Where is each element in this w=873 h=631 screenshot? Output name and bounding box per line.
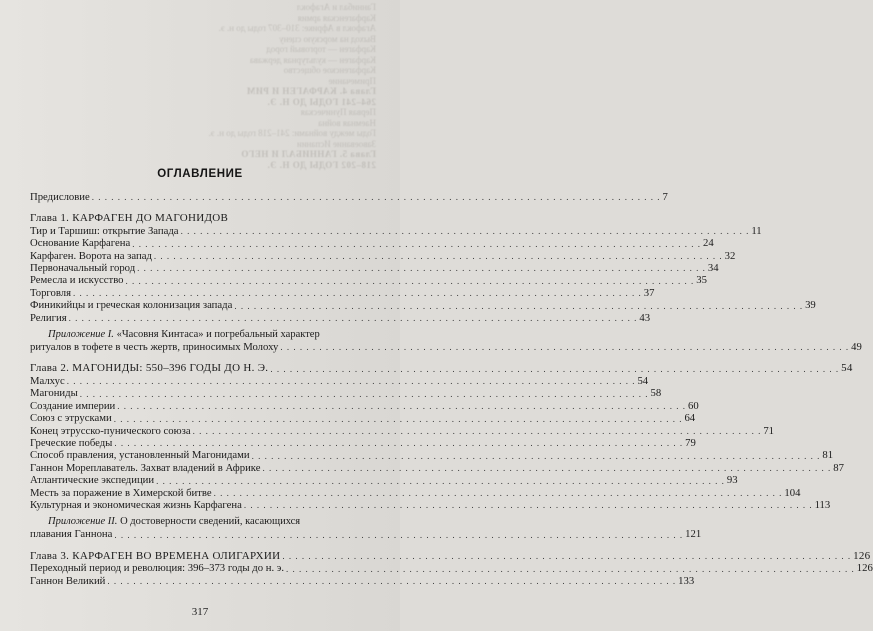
toc-entry-label: Карфаген. Ворота на запад — [30, 249, 152, 262]
dot-leader — [132, 238, 701, 250]
dot-leader — [114, 437, 683, 449]
bleed-line: Выход на морскую сцену — [279, 33, 376, 44]
bleed-line: 218–202 ГОДЫ ДО Н. Э. — [267, 159, 376, 170]
dot-leader — [270, 363, 839, 375]
toc-entry-page: 126 — [856, 562, 873, 575]
toc-entry-label: Создание империи — [30, 399, 116, 412]
toc-entry-label: Атлантические экспедиции — [30, 474, 155, 487]
toc-entry-page: 11 — [751, 224, 762, 237]
toc-entry-page: 93 — [726, 474, 738, 487]
bleed-line: Карфаген — торговый город — [266, 44, 376, 54]
bleed-line: Ганнибал и Агафокл — [296, 2, 376, 12]
toc-entry-label: Основание Карфагена — [30, 237, 131, 250]
dot-leader — [286, 563, 855, 575]
toc-entry-label: Магониды — [30, 387, 78, 400]
toc-entry-page: 34 — [707, 262, 719, 275]
bleed-line: Первая Пуническая — [300, 107, 376, 117]
toc-entry-page: 71 — [763, 424, 774, 437]
toc-entry-page: 81 — [822, 449, 834, 462]
toc-entry[interactable] — [30, 574, 695, 587]
toc-entry-label: Предисловие — [30, 191, 90, 203]
toc-entry-label: Конец этрусско-пунического союза — [30, 424, 191, 437]
dot-leader — [117, 400, 686, 412]
toc-entry-label: Малхус — [30, 374, 65, 387]
toc-entry[interactable] — [30, 224, 762, 237]
dot-leader — [193, 425, 762, 437]
bleed-line: Годы между войнами: 241–218 годы до н. э. — [208, 128, 376, 138]
page-number: 317 — [191, 606, 209, 618]
toc-entry-label: Финикийцы и греческая колонизация запада — [30, 299, 233, 312]
toc-chapter-2-heading[interactable] — [30, 362, 853, 375]
bleed-line: Карфагенское общество — [283, 65, 376, 75]
toc-entry-label: Греческие победы — [30, 436, 113, 449]
toc-entry[interactable] — [30, 498, 831, 511]
toc-entry-page: 104 — [784, 486, 801, 499]
bleed-line: Агафокл в Африке: 310–307 годы до н. э. — [218, 23, 376, 33]
dot-leader — [80, 388, 649, 400]
toc-entry-label: Месть за поражение в Химерской битве — [30, 486, 212, 499]
dot-leader — [181, 225, 750, 237]
toc-entry-label: Ганнон Мореплаватель. Захват владений в Африке — [30, 461, 261, 474]
appendix-lead: Приложение I. — [48, 329, 114, 341]
bleed-line: Завоевание Испании — [296, 138, 376, 149]
toc-chapter-3-heading[interactable] — [30, 549, 871, 562]
bleed-line: Карфагенская армия — [297, 12, 376, 23]
appendix-text: «Часовня Кинтаса» и погребальный характер — [113, 329, 320, 341]
toc-entry[interactable] — [30, 461, 844, 474]
toc-entry[interactable] — [30, 249, 736, 262]
toc-chapter-1-heading[interactable] — [30, 212, 360, 224]
toc-entry-page: 79 — [685, 436, 696, 449]
bleed-line: Примечание — [328, 75, 376, 86]
dot-leader — [252, 450, 821, 462]
toc-entry-label: Переходный период и революция: 396–373 годы до н. э. — [30, 562, 285, 575]
toc-entry-page: 60 — [688, 399, 699, 412]
dot-leader — [154, 250, 723, 262]
dot-leader — [107, 575, 676, 587]
toc-entry-page: 39 — [805, 299, 816, 312]
dot-leader — [126, 275, 695, 287]
toc-entry-label: Первоначальный город — [30, 262, 136, 275]
appendix-line — [30, 341, 862, 354]
toc-entry-page: 64 — [684, 412, 696, 425]
toc-entry-label: Торговля — [30, 286, 72, 299]
bleed-line: Глава 5. ГАННИБАЛ И НЕГО — [240, 149, 376, 159]
dot-leader — [244, 499, 813, 511]
appendix-line — [30, 516, 360, 528]
toc-appendix-1[interactable] — [30, 329, 862, 354]
appendix-text: ритуалов в тофете в честь жертв, приносимых Молоху — [30, 341, 279, 354]
appendix-line — [30, 329, 360, 341]
dot-leader — [114, 529, 683, 541]
chapter-heading-label: Глава 3. КАРФАГЕН ВО ВРЕМЕНА ОЛИГАРХИИ — [30, 549, 281, 562]
toc-entry[interactable] — [30, 311, 651, 324]
toc-entry[interactable] — [30, 474, 738, 487]
toc-entry-page: 35 — [696, 274, 707, 287]
dot-leader — [156, 475, 725, 487]
table-of-contents — [30, 191, 873, 587]
appendix-line — [30, 528, 702, 541]
toc-entry[interactable] — [30, 424, 774, 437]
toc-entry-page: 43 — [639, 311, 651, 324]
dot-leader — [282, 550, 851, 562]
toc-entry-page: 133 — [678, 574, 695, 587]
toc-entry-label: Союз с этрусками — [30, 412, 112, 425]
toc-entry[interactable] — [30, 387, 662, 400]
toc-entry-page: 7 — [662, 191, 668, 203]
toc-entry-label: Ганнон Великий — [30, 574, 106, 587]
toc-entry-label: Ремесла и искусство — [30, 274, 124, 287]
toc-entry[interactable] — [30, 399, 699, 412]
bleed-line: Карфаген — культурная держава — [249, 54, 376, 65]
toc-entry[interactable] — [30, 262, 719, 275]
toc-entry-page: 32 — [724, 249, 736, 262]
bleed-line: Наемная война — [318, 117, 376, 128]
dot-leader — [92, 191, 661, 203]
toc-entry-page: 54 — [841, 362, 853, 375]
toc-title: ОГЛАВЛЕНИЕ — [157, 168, 243, 180]
toc-entry[interactable] — [30, 562, 873, 575]
toc-entry-page: 58 — [650, 387, 662, 400]
dot-leader — [214, 487, 783, 499]
chapter-heading-label: Глава 1. КАРФАГЕН ДО МАГОНИДОВ — [30, 212, 229, 225]
toc-entry[interactable] — [30, 449, 834, 462]
appendix-lead: Приложение II. — [48, 516, 118, 528]
toc-entry-label: Способ правления, установленный Магонидами — [30, 449, 250, 462]
dot-leader — [73, 287, 642, 299]
bleed-line: 264–241 ГОДЫ ДО Н. Э. — [267, 96, 376, 107]
toc-entry[interactable] — [30, 299, 816, 312]
toc-entry-label: Культурная и экономическая жизнь Карфагена — [30, 498, 242, 511]
toc-entry-page: 87 — [833, 461, 844, 474]
dot-leader — [69, 312, 638, 324]
toc-entry-page: 113 — [814, 498, 831, 511]
toc-entry-page: 126 — [853, 549, 871, 562]
toc-entry[interactable] — [30, 486, 801, 499]
toc-entry[interactable] — [30, 274, 707, 287]
toc-appendix-2[interactable] — [30, 516, 702, 541]
chapter-heading-label: Глава 2. МАГОНИДЫ: 550–396 ГОДЫ ДО Н. Э. — [30, 362, 269, 375]
bleed-through-text — [136, 2, 376, 170]
toc-entry-page: 49 — [851, 341, 862, 354]
appendix-text: О достоверности сведений, касающихся — [117, 516, 301, 528]
toc-entry[interactable] — [30, 374, 649, 387]
dot-leader — [280, 341, 849, 353]
dot-leader — [234, 300, 803, 312]
dot-leader — [137, 262, 706, 274]
toc-entry-label: Тир и Таршиш: открытие Запада — [30, 224, 179, 237]
toc-entry-page: 37 — [643, 286, 655, 299]
toc-entry[interactable] — [30, 237, 714, 250]
appendix-text: плавания Ганнона — [30, 528, 113, 541]
toc-entry[interactable] — [30, 436, 696, 449]
dot-leader — [114, 413, 683, 425]
toc-entry-page: 121 — [685, 528, 702, 541]
dot-leader — [262, 462, 831, 474]
toc-entry-page: 24 — [702, 237, 714, 250]
toc-entry-preface[interactable] — [30, 191, 668, 203]
toc-entry[interactable] — [30, 286, 655, 299]
bleed-line: Глава 4. КАРФАГЕН И РИМ — [246, 86, 376, 96]
toc-entry-page: 54 — [637, 374, 649, 387]
dot-leader — [67, 375, 636, 387]
toc-entry[interactable] — [30, 412, 696, 425]
toc-entry-label: Религия — [30, 311, 67, 324]
